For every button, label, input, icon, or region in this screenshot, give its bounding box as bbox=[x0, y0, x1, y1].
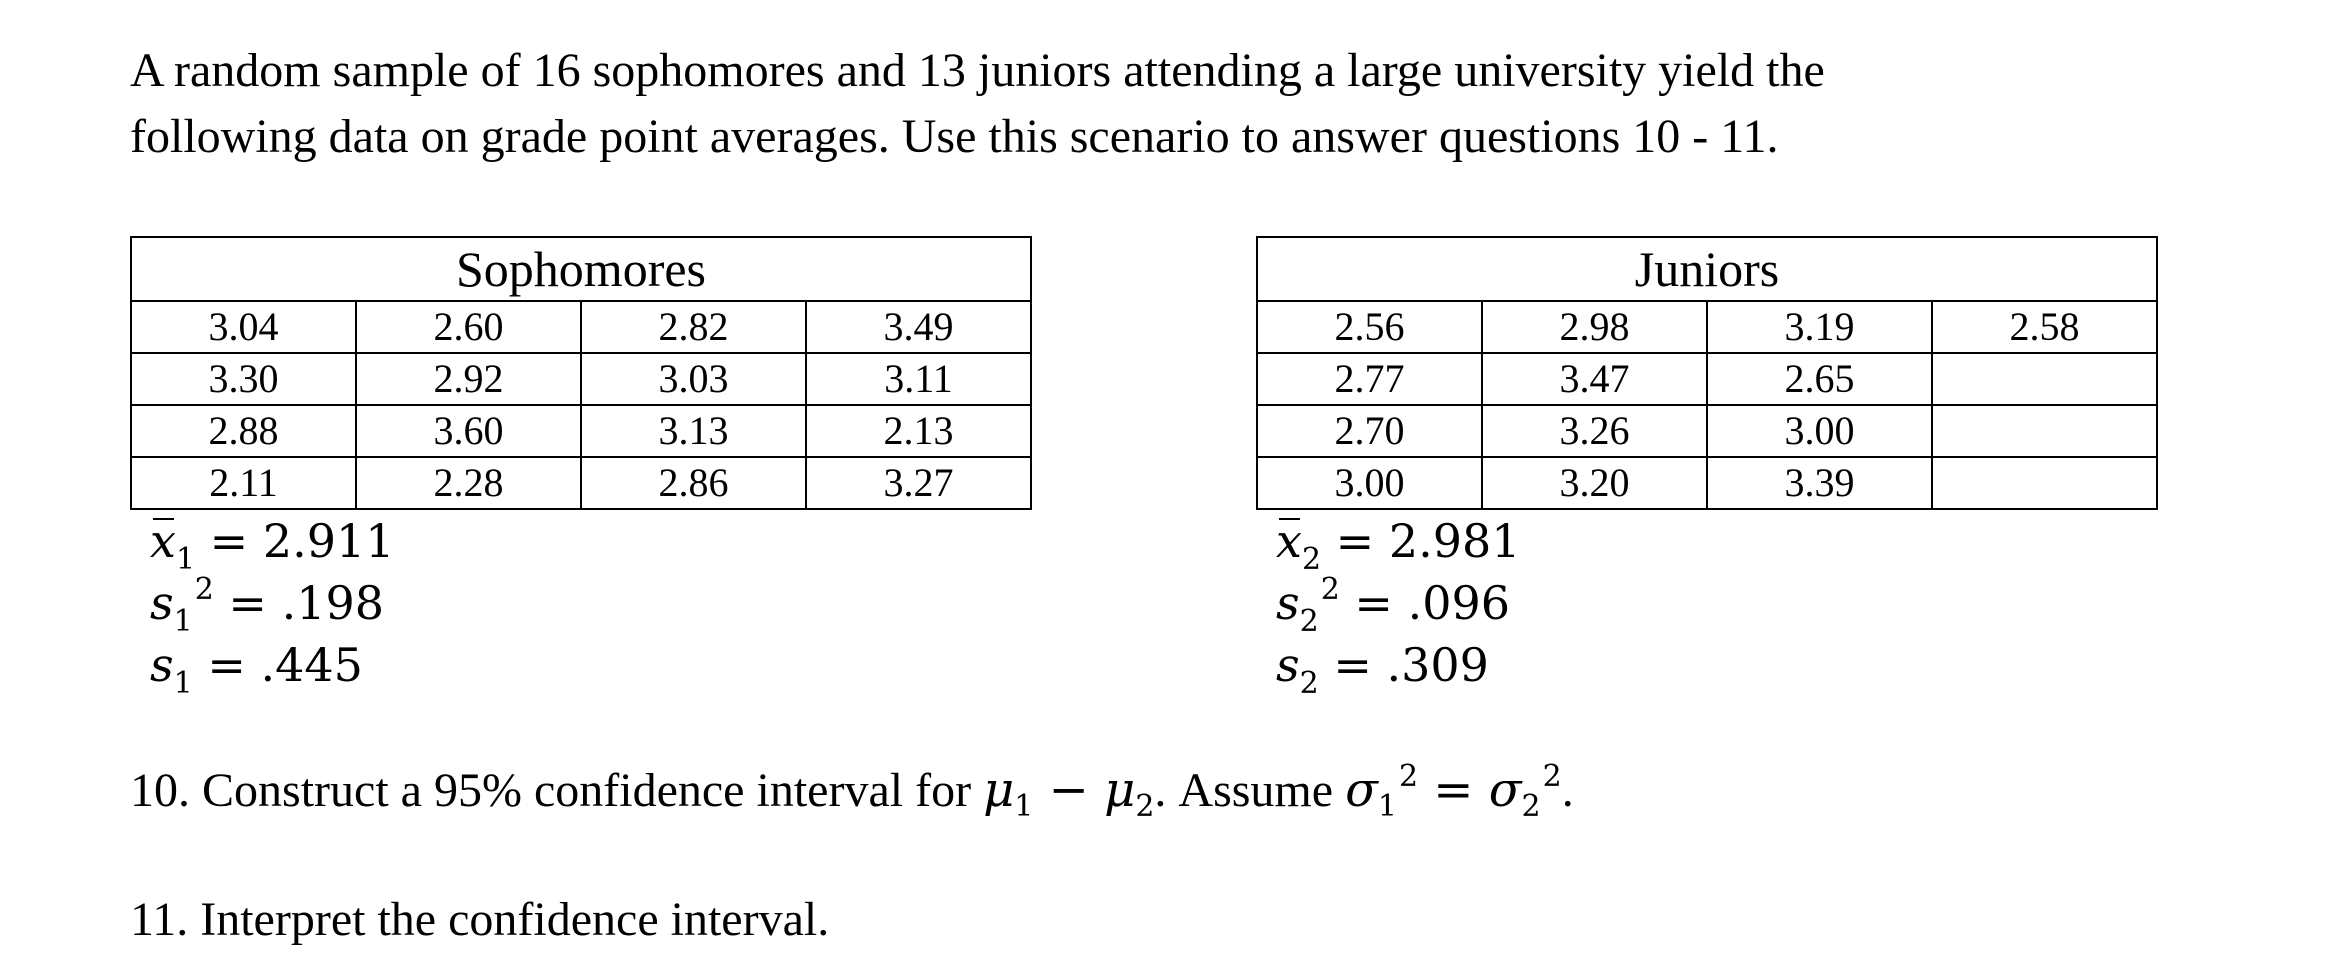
question-10 bbox=[130, 760, 1574, 827]
table-row bbox=[131, 405, 1031, 457]
table-row bbox=[1257, 457, 2157, 509]
mu-symbol: μ bbox=[983, 762, 1015, 818]
table-cell: 3.27 bbox=[806, 457, 1031, 509]
table-cell: 3.47 bbox=[1482, 353, 1707, 405]
table-cell: 3.03 bbox=[581, 353, 806, 405]
x-bar-symbol: x bbox=[150, 510, 176, 572]
s-symbol: s bbox=[150, 638, 174, 692]
table-row bbox=[131, 457, 1031, 509]
table-cell: 2.28 bbox=[356, 457, 581, 509]
mu-difference-expression bbox=[983, 762, 1155, 824]
table-cell: 2.13 bbox=[806, 405, 1031, 457]
sigma-equality-expression bbox=[1345, 759, 1562, 824]
table-cell: 3.20 bbox=[1482, 457, 1707, 509]
subscript: 1 bbox=[1377, 789, 1397, 824]
superscript: 2 bbox=[194, 572, 214, 607]
juniors-table-title: Juniors bbox=[1257, 237, 2157, 301]
minus-sign: − bbox=[1048, 762, 1089, 818]
sophomores-table-title: Sophomores bbox=[131, 237, 1031, 301]
period: . bbox=[1561, 764, 1574, 817]
sophomores-summary-stats bbox=[150, 510, 395, 701]
table-cell: 3.60 bbox=[356, 405, 581, 457]
table-cell: 2.88 bbox=[131, 405, 356, 457]
table-cell: 2.82 bbox=[581, 301, 806, 353]
superscript: 2 bbox=[1398, 759, 1419, 794]
question-11: 11. Interpret the confidence interval. bbox=[130, 893, 830, 946]
table-cell: 3.39 bbox=[1707, 457, 1932, 509]
juniors-table bbox=[1256, 236, 2158, 510]
sd-value: = .309 bbox=[1333, 638, 1489, 692]
question-10-text: 10. Construct a 95% confidence interval for bbox=[130, 764, 984, 817]
table-cell bbox=[1932, 353, 2157, 405]
problem-statement bbox=[130, 38, 2230, 170]
table-cell: 3.11 bbox=[806, 353, 1031, 405]
sample-variance-2 bbox=[1276, 572, 1521, 639]
subscript: 1 bbox=[173, 604, 193, 639]
table-cell: 2.56 bbox=[1257, 301, 1482, 353]
table-cell: 2.98 bbox=[1482, 301, 1707, 353]
subscript: 2 bbox=[1299, 604, 1319, 639]
variance-value: = .198 bbox=[228, 576, 385, 630]
equals-sign: = bbox=[1433, 762, 1474, 818]
table-cell: 3.49 bbox=[806, 301, 1031, 353]
table-cell: 3.04 bbox=[131, 301, 356, 353]
table-cell: 3.00 bbox=[1707, 405, 1932, 457]
table-cell bbox=[1932, 405, 2157, 457]
subscript: 2 bbox=[1135, 789, 1155, 824]
subscript: 2 bbox=[1521, 789, 1541, 824]
juniors-summary-stats bbox=[1276, 510, 1521, 701]
table-cell: 2.92 bbox=[356, 353, 581, 405]
table-cell bbox=[1932, 457, 2157, 509]
table-cell: 3.13 bbox=[581, 405, 806, 457]
subscript: 1 bbox=[173, 666, 193, 701]
sample-mean-1 bbox=[150, 510, 395, 577]
mean-value: = 2.981 bbox=[1335, 514, 1521, 568]
sample-sd-2 bbox=[1276, 634, 1521, 701]
table-cell: 2.70 bbox=[1257, 405, 1482, 457]
table-cell: 3.30 bbox=[131, 353, 356, 405]
s-symbol: s bbox=[1276, 638, 1300, 692]
table-row bbox=[1257, 301, 2157, 353]
table-row bbox=[131, 301, 1031, 353]
superscript: 2 bbox=[1542, 759, 1562, 794]
s-symbol: s bbox=[1276, 576, 1300, 630]
subscript: 1 bbox=[175, 542, 196, 577]
table-cell: 2.58 bbox=[1932, 301, 2157, 353]
sample-sd-1 bbox=[150, 634, 395, 701]
sophomores-table bbox=[130, 236, 1032, 510]
subscript: 2 bbox=[1299, 666, 1319, 701]
mean-value: = 2.911 bbox=[209, 514, 395, 568]
sample-mean-2 bbox=[1276, 510, 1521, 577]
s-symbol: s bbox=[150, 576, 174, 630]
variance-value: = .096 bbox=[1354, 576, 1511, 630]
table-cell: 2.86 bbox=[581, 457, 806, 509]
table-cell: 2.77 bbox=[1257, 353, 1482, 405]
sample-variance-1 bbox=[150, 572, 395, 639]
superscript: 2 bbox=[1320, 572, 1340, 607]
intro-line-2: following data on grade point averages. Use this scenario to answer questions 10 - 11. bbox=[130, 110, 1779, 163]
mu-symbol: μ bbox=[1104, 762, 1136, 818]
x-bar-symbol: x bbox=[1276, 510, 1302, 572]
table-row bbox=[131, 353, 1031, 405]
table-row bbox=[1257, 353, 2157, 405]
subscript: 2 bbox=[1301, 542, 1322, 577]
table-cell: 2.60 bbox=[356, 301, 581, 353]
table-cell: 2.65 bbox=[1707, 353, 1932, 405]
table-cell: 3.26 bbox=[1482, 405, 1707, 457]
assume-text: . Assume bbox=[1154, 764, 1346, 817]
subscript: 1 bbox=[1014, 789, 1034, 824]
table-cell: 2.11 bbox=[131, 457, 356, 509]
sigma-symbol: σ bbox=[1345, 762, 1378, 818]
table-row bbox=[1257, 405, 2157, 457]
table-cell: 3.19 bbox=[1707, 301, 1932, 353]
sd-value: = .445 bbox=[207, 638, 363, 692]
table-cell: 3.00 bbox=[1257, 457, 1482, 509]
intro-line-1: A random sample of 16 sophomores and 13 juniors attending a large university yield the bbox=[130, 44, 1825, 97]
sigma-symbol: σ bbox=[1488, 762, 1522, 818]
